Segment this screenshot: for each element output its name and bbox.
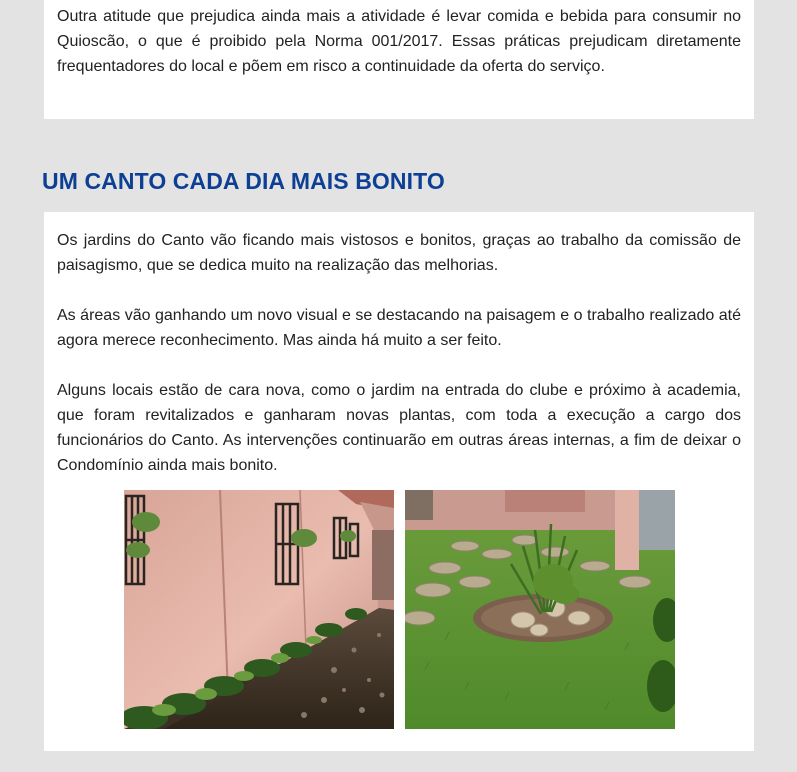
- intro-paragraph: Outra atitude que prejudica ainda mais a atividade é levar comida e bebida para consumir no Quioscão, o que é proibido pela Norma 001/2017. Essas práticas prejudicam diretamente frequentadores do local e põem em risco a continuidade da oferta do serviço.: [57, 8, 741, 75]
- section-paragraph-1: Os jardins do Canto vão ficando mais vistosos e bonitos, graças ao trabalho da comissão de paisagismo, que se dedica muito na realização das melhorias.: [57, 232, 741, 274]
- section-card: [44, 212, 754, 751]
- garden-wall-photo: [124, 490, 394, 729]
- intro-card: [44, 0, 754, 119]
- lawn-garden-photo: [405, 490, 675, 729]
- garden-wall-illustration: [124, 490, 394, 729]
- section-paragraph-2: As áreas vão ganhando um novo visual e se destacando na paisagem e o trabalho realizado até agora merece reconhecimento. Mas ainda há muito a ser feito.: [57, 307, 741, 349]
- section-title: UM CANTO CADA DIA MAIS BONITO: [42, 168, 445, 194]
- photo-gallery: [124, 490, 675, 729]
- section-paragraph-3: Alguns locais estão de cara nova, como o jardim na entrada do clube e próximo à academia, que foram revitalizados e ganharam novas plantas, com toda a execução a cargo dos funcionários do Canto. As intervenções continuarão em outras áreas internas, a fim de deixar o Condomínio ainda mais bonito.: [57, 382, 741, 474]
- lawn-garden-illustration: [405, 490, 675, 729]
